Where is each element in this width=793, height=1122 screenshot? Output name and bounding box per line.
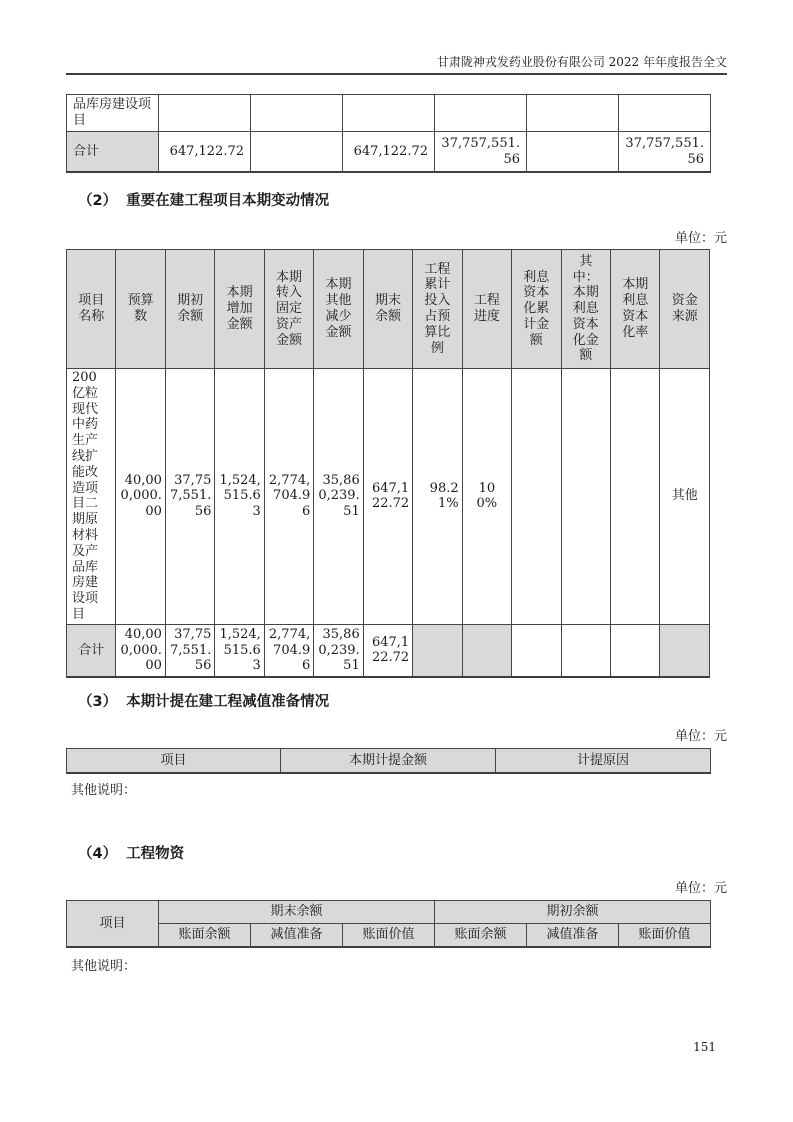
shaded-empty-cell [660,624,710,677]
cell: 40,000,000.00 [116,624,165,677]
header-cell: 利息资本化累计金额 [512,250,561,369]
closing-balance-cell: 647,122.72 [363,369,412,625]
cell: 1,524,515.63 [215,624,264,677]
cell [251,95,343,132]
cell: 2,774,704.96 [264,624,313,677]
section-number: （4） [78,846,118,863]
section-title: 工程物资 [126,846,185,863]
header-cell: 账面价值 [343,924,435,948]
engineering-materials-table [66,900,711,948]
opening-balance-cell: 37,757,551.56 [165,369,214,625]
cell [159,95,251,132]
other-decrease-cell: 35,860,239.51 [314,369,363,625]
total-label-cell: 合计 [67,132,159,173]
header-cell: 本期利息资本化率 [610,250,659,369]
construction-continuation-table [66,94,711,173]
cell: 647,122.72 [343,132,435,173]
other-note: 其他说明： [71,783,137,799]
cell: 35,860,239.51 [314,624,363,677]
header-cell: 预算数 [116,250,165,369]
header-row [67,250,710,369]
header-row [67,901,711,924]
increase-cell: 1,524,515.63 [215,369,264,625]
empty-cell [561,624,610,677]
progress-cell: 100% [462,369,511,625]
header-row [67,749,711,774]
section-4-heading [78,846,727,863]
investment-ratio-cell: 98.21% [413,369,462,625]
capitalization-rate-cell [610,369,659,625]
section-3-heading [78,694,727,711]
section-title: 重要在建工程项目本期变动情况 [126,193,330,209]
cell: 37,757,551.56 [165,624,214,677]
header-cell: 本期其他减少金额 [314,250,363,369]
shaded-empty-cell [413,624,462,677]
header-cell: 项目 [67,901,159,948]
header-cell: 项目 [67,749,281,774]
header-cell: 减值准备 [527,924,619,948]
other-note: 其他说明： [71,959,137,975]
capitalized-interest-period-cell [561,369,610,625]
cell: 647,122.72 [363,624,412,677]
header-cell: 减值准备 [251,924,343,948]
project-name-cell: 品库房建设项目 [67,95,159,132]
header-cell-group: 期初余额 [435,901,711,924]
cell [619,95,711,132]
transfer-to-fixed-assets-cell: 2,774,704.96 [264,369,313,625]
capitalized-interest-cum-cell [512,369,561,625]
cell [527,132,619,173]
empty-cell [512,624,561,677]
header-cell: 本期增加金额 [215,250,264,369]
section-number: （2） [78,193,118,209]
header-cell: 本期转入固定资产金额 [264,250,313,369]
shaded-empty-cell [462,624,511,677]
cell: 647,122.72 [159,132,251,173]
budget-cell: 40,000,000.00 [116,369,165,625]
unit-label: 单位：元 [674,231,727,246]
header-row [67,924,711,948]
important-projects-change-table [66,249,710,678]
header-cell: 工程累计投入占预算比例 [413,250,462,369]
page-header [66,0,727,75]
section-2-heading [78,193,727,210]
cell [343,95,435,132]
empty-cell [610,624,659,677]
fund-source-cell: 其他 [660,369,710,625]
impairment-provision-table [66,748,711,774]
cell: 37,757,551.56 [435,132,527,173]
cell: 37,757,551.56 [619,132,711,173]
header-cell: 账面价值 [619,924,711,948]
total-row [67,624,710,677]
total-label-cell: 合计 [67,624,116,677]
project-name-cell: 200 亿粒现代中药生产线扩能改造项目二期原材料及产品库房建设项目 [67,369,116,625]
page-header-title: 甘肃陇神戎发药业股份有限公司 2022 年年度报告全文 [436,55,727,69]
table-row-total [67,132,711,173]
project-row [67,369,710,625]
page-content [66,94,727,974]
unit-label: 单位：元 [674,729,727,745]
header-cell: 工程进度 [462,250,511,369]
section-number: （3） [78,694,118,711]
header-cell: 项目名称 [67,250,116,369]
header-cell: 资金来源 [660,250,710,369]
header-cell: 其中：本期利息资本化金额 [561,250,610,369]
header-cell: 账面余额 [435,924,527,948]
header-cell: 计提原因 [496,749,711,774]
unit-label: 单位：元 [674,881,727,897]
header-cell-group: 期末余额 [159,901,435,924]
cell [435,95,527,132]
cell [251,132,343,173]
header-cell: 账面余额 [159,924,251,948]
header-cell: 本期计提金额 [281,749,496,774]
table-row [67,95,711,132]
header-cell: 期末余额 [363,250,412,369]
section-title: 本期计提在建工程减值准备情况 [126,694,330,711]
page-number: 151 [693,1040,716,1054]
header-cell: 期初余额 [165,250,214,369]
cell [527,95,619,132]
